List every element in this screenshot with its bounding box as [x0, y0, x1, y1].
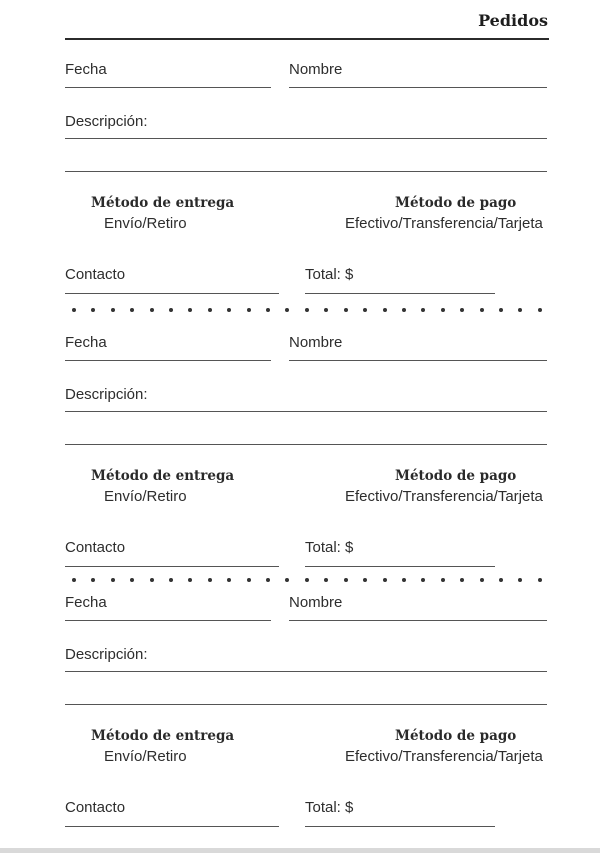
nombre-label: Nombre — [289, 61, 343, 78]
dotted-separator — [72, 307, 542, 313]
fecha-field[interactable] — [65, 360, 271, 361]
contacto-field[interactable] — [65, 293, 279, 294]
descripcion-label: Descripción: — [65, 646, 148, 663]
fecha-label: Fecha — [65, 334, 107, 351]
page-bottom-edge — [0, 848, 600, 853]
descripcion-field-line-1[interactable] — [65, 138, 547, 139]
fecha-field[interactable] — [65, 620, 271, 621]
dotted-separator — [72, 577, 542, 583]
descripcion-label: Descripción: — [65, 386, 148, 403]
page-title: Pedidos — [478, 11, 548, 30]
entrega-options: Envío/Retiro — [104, 488, 187, 505]
entrega-options: Envío/Retiro — [104, 215, 187, 232]
fecha-label: Fecha — [65, 61, 107, 78]
pago-heading: Método de pago — [395, 468, 517, 484]
fecha-field[interactable] — [65, 87, 271, 88]
nombre-field[interactable] — [289, 87, 547, 88]
order-form-2 — [0, 333, 600, 573]
descripcion-field-line-2[interactable] — [65, 444, 547, 445]
contacto-field[interactable] — [65, 566, 279, 567]
nombre-label: Nombre — [289, 334, 343, 351]
nombre-field[interactable] — [289, 620, 547, 621]
pago-heading: Método de pago — [395, 195, 517, 211]
order-form-1 — [0, 60, 600, 300]
order-form-3 — [0, 593, 600, 833]
pago-heading: Método de pago — [395, 728, 517, 744]
pago-options: Efectivo/Transferencia/Tarjeta — [345, 488, 543, 505]
descripcion-field-line-1[interactable] — [65, 671, 547, 672]
nombre-label: Nombre — [289, 594, 343, 611]
total-field[interactable] — [305, 826, 495, 827]
entrega-heading: Método de entrega — [91, 195, 235, 211]
contacto-field[interactable] — [65, 826, 279, 827]
entrega-heading: Método de entrega — [91, 728, 235, 744]
fecha-label: Fecha — [65, 594, 107, 611]
contacto-label: Contacto — [65, 539, 126, 556]
total-field[interactable] — [305, 293, 495, 294]
pago-options: Efectivo/Transferencia/Tarjeta — [345, 748, 543, 765]
nombre-field[interactable] — [289, 360, 547, 361]
descripcion-field-line-2[interactable] — [65, 704, 547, 705]
descripcion-field-line-2[interactable] — [65, 171, 547, 172]
descripcion-label: Descripción: — [65, 113, 148, 130]
pago-options: Efectivo/Transferencia/Tarjeta — [345, 215, 543, 232]
contacto-label: Contacto — [65, 266, 126, 283]
total-label: Total: $ — [305, 539, 354, 556]
total-label: Total: $ — [305, 266, 354, 283]
total-label: Total: $ — [305, 799, 354, 816]
total-field[interactable] — [305, 566, 495, 567]
entrega-heading: Método de entrega — [91, 468, 235, 484]
contacto-label: Contacto — [65, 799, 126, 816]
header-divider — [65, 38, 549, 40]
descripcion-field-line-1[interactable] — [65, 411, 547, 412]
entrega-options: Envío/Retiro — [104, 748, 187, 765]
